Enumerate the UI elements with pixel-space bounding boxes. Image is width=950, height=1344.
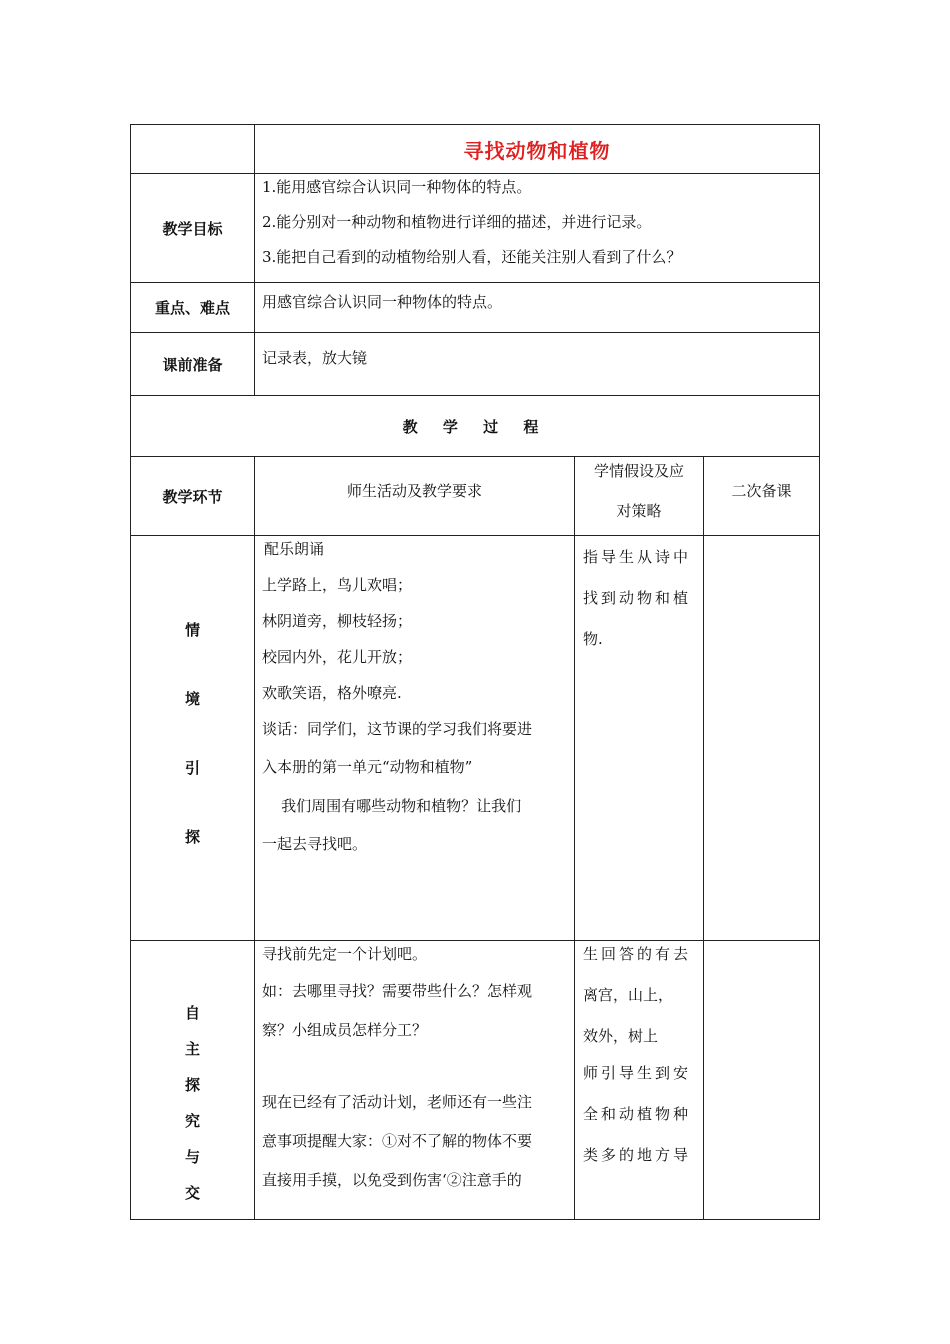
goals-label: 教学目标 (162, 219, 223, 238)
key-points-label: 重点、难点 (154, 299, 230, 317)
table-col-rule (574, 456, 575, 1220)
col-header-activities: 师生活动及教学要求 (346, 482, 482, 500)
strategy-line: 离宫，山上， (583, 986, 674, 1004)
col-header-second-prep: 二次备课 (731, 482, 792, 500)
stage-char: 探 (184, 828, 200, 846)
stage-char: 引 (184, 759, 200, 777)
key-points-text: 用感官综合认识同一种物体的特点。 (262, 293, 503, 311)
strategy-line: 类多的地方导 (583, 1146, 692, 1164)
stage-char: 主 (184, 1040, 200, 1058)
col-header-assumption-line1: 学情假设及应 (593, 462, 684, 480)
process-heading: 教 学 过 程 (402, 417, 549, 436)
activity-line: 现在已经有了活动计划，老师还有一些注 (262, 1093, 533, 1111)
goal-item-1: 1.能用感官综合认识同一种物体的特点。 (262, 178, 532, 196)
strategy-line: 物. (583, 630, 603, 648)
stage-char: 境 (184, 690, 200, 708)
table-col-rule (703, 456, 704, 1220)
stage-char: 情 (184, 621, 200, 639)
activity-line: 我们周围有哪些动物和植物？让我们 (262, 797, 522, 815)
col-header-assumption-line2: 对策略 (616, 502, 662, 520)
activity-line: 欢歌笑语，格外嘹亮. (262, 684, 402, 702)
strategy-line: 效外，树上 (583, 1027, 659, 1045)
activity-line: 上学路上，鸟儿欢唱； (262, 576, 413, 594)
stage-char: 与 (184, 1148, 200, 1166)
activity-line: 林阴道旁，柳枝轻扬； (262, 612, 413, 630)
table-border-right (819, 124, 820, 1220)
activity-line: 校园内外，花儿开放； (262, 648, 413, 666)
preparation-label: 课前准备 (162, 355, 223, 374)
strategy-line: 师引导生到安 (583, 1064, 692, 1082)
strategy-line: 找到动物和植 (583, 589, 692, 607)
stage-char: 究 (184, 1112, 200, 1130)
stage-char: 自 (184, 1004, 200, 1022)
activity-line: 寻找前先定一个计划吧。 (262, 945, 428, 963)
activity-line: 一起去寻找吧。 (262, 835, 368, 853)
goal-item-3: 3.能把自己看到的动植物给别人看，还能关注别人看到了什么？ (262, 248, 682, 266)
table-border-bottom (130, 1219, 820, 1220)
preparation-text: 记录表，放大镜 (262, 349, 368, 367)
document-title: 寻找动物和植物 (463, 138, 611, 163)
table-col-rule (254, 456, 255, 1220)
stage-char: 交 (184, 1184, 200, 1202)
goal-item-2: 2.能分别对一种动物和植物进行详细的描述，并进行记录。 (262, 213, 652, 231)
table-rule (130, 940, 820, 941)
col-header-stage: 教学环节 (162, 487, 223, 506)
activity-line: 入本册的第一单元“动物和植物” (262, 758, 473, 776)
activity-line: 谈话：同学们，这节课的学习我们将要进 (262, 720, 533, 738)
strategy-line: 生回答的有去 (583, 945, 692, 963)
activity-line: 察？小组成员怎样分工？ (262, 1021, 428, 1039)
activity-line: 意事项提醒大家：①对不了解的物体不要 (262, 1132, 533, 1150)
activity-line: 配乐朗诵 (264, 540, 325, 558)
activity-line: 如：去哪里寻找？需要带些什么？怎样观 (262, 982, 533, 1000)
stage-char: 探 (184, 1076, 200, 1094)
table-rule (130, 535, 820, 536)
activity-line: 直接用手摸，以免受到伤害‘②注意手的 (262, 1171, 522, 1189)
strategy-line: 指导生从诗中 (583, 548, 692, 566)
strategy-line: 全和动植物种 (583, 1105, 692, 1123)
